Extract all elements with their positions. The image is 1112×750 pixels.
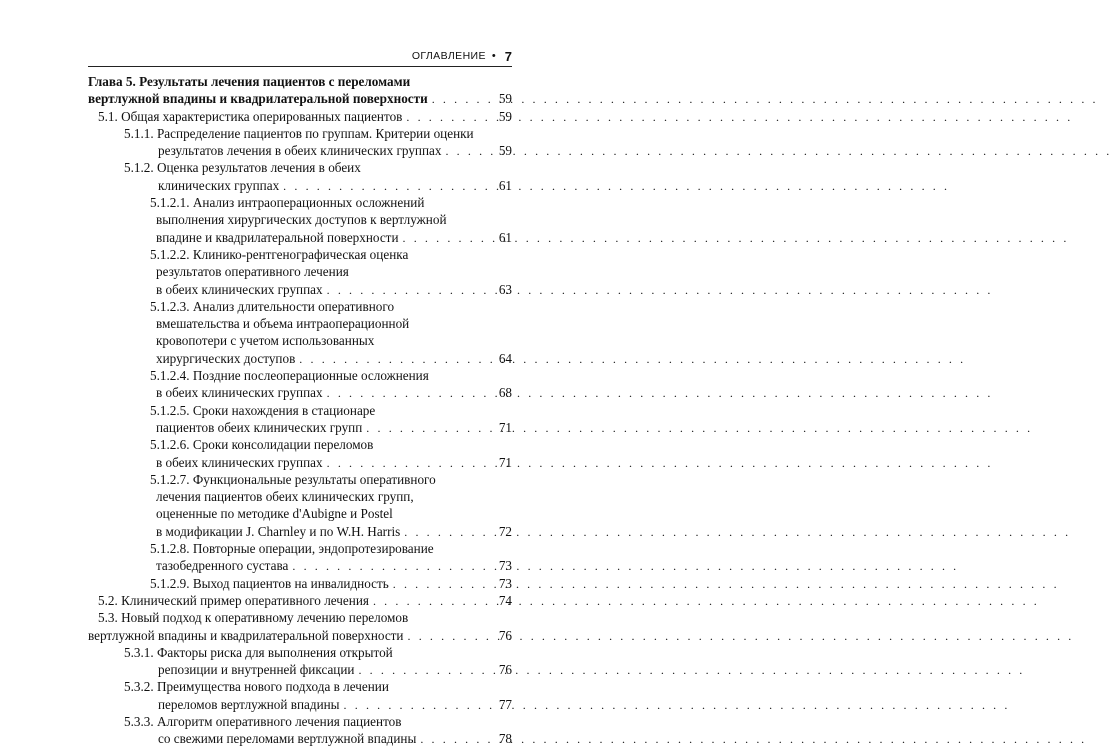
toc-entry-text: 5.1.2.6. Сроки консолидации переломов	[150, 437, 374, 453]
dot-leader	[358, 662, 493, 679]
toc-page-number: 74	[498, 592, 512, 608]
toc-entry-text: в обеих клинических группах	[156, 385, 323, 401]
dot-leader	[292, 558, 493, 575]
toc-entry-text: кровопотери с учетом использованных	[156, 333, 375, 349]
toc-entry[interactable]	[88, 108, 512, 125]
toc-page-number: 59	[498, 108, 512, 124]
toc-entry-text: 5.1.2.1. Анализ интраоперационных осложнений	[150, 195, 425, 211]
page-number: 7	[504, 48, 512, 64]
toc-entry-text: клинических группах	[158, 177, 280, 193]
toc-page-number: 64	[498, 350, 512, 366]
toc-entry[interactable]	[88, 609, 512, 644]
dot-leader	[432, 91, 493, 108]
toc-entry-text: результатов лечения в обеих клинических группах	[158, 143, 442, 159]
toc-entry-text: 5.3.3. Алгоритм оперативного лечения пациентов	[124, 713, 402, 729]
toc-page-number: 77	[498, 696, 512, 712]
toc-entry[interactable]	[88, 125, 512, 160]
toc-entry-text: 5.1.2.5. Сроки нахождения в стационаре	[150, 402, 376, 418]
toc-page-number: 72	[498, 523, 512, 539]
toc-entry-text: тазобедренного сустава	[156, 558, 289, 574]
table-of-contents	[88, 73, 512, 748]
dot-leader	[408, 628, 494, 645]
toc-page-number: 76	[498, 662, 512, 678]
toc-page-number: 71	[498, 419, 512, 435]
dot-leader	[327, 455, 493, 472]
toc-page-number: 61	[498, 229, 512, 245]
toc-entry-text: хирургических доступов	[156, 350, 296, 366]
toc-page-number: 63	[498, 281, 512, 297]
dot-leader	[327, 282, 493, 299]
toc-entry-text: 5.1. Общая характеристика оперированных пациентов	[98, 108, 403, 124]
toc-entry-text: 5.3.2. Преимущества нового подхода в лечении	[124, 679, 389, 695]
toc-entry-text: вертлужной впадины и квадрилатеральной поверхности	[88, 91, 428, 107]
toc-entry-text: выполнения хирургических доступов к вертлужной	[156, 212, 447, 228]
toc-entry[interactable]	[88, 644, 512, 679]
dot-leader	[393, 576, 493, 593]
dot-leader	[403, 230, 493, 247]
toc-entry-text: 5.1.1. Распределение пациентов по группам. Критерии оценки	[124, 125, 474, 141]
toc-entry[interactable]	[88, 436, 512, 471]
toc-entry-text: 5.1.2.4. Поздние послеоперационные осложнения	[150, 368, 429, 384]
dot-leader	[420, 731, 493, 748]
toc-entry[interactable]	[88, 73, 512, 108]
toc-entry[interactable]	[88, 540, 512, 575]
toc-entry-text: пациентов обеих клинических групп	[156, 419, 363, 435]
toc-entry[interactable]	[88, 592, 512, 609]
toc-entry-text: вмешательства и объема интраоперационной	[156, 316, 410, 332]
toc-entry[interactable]	[88, 298, 512, 367]
toc-entry-text: впадине и квадрилатеральной поверхности	[156, 229, 399, 245]
toc-entry-text: 5.1.2.7. Функциональные результаты оперативного	[150, 471, 436, 487]
toc-entry[interactable]	[88, 471, 512, 540]
toc-page-number: 68	[498, 385, 512, 401]
toc-entry-text: 5.1.2.9. Выход пациентов на инвалидность	[150, 575, 389, 591]
toc-entry-text: 5.3.1. Факторы риска для выполнения открытой	[124, 644, 393, 660]
toc-entry-text: 5.3. Новый подход к оперативному лечению переломов	[98, 610, 409, 626]
toc-entry-text: в обеих клинических группах	[156, 281, 323, 297]
toc-entry-text: репозиции и внутренней фиксации	[158, 662, 355, 678]
dot-leader	[406, 109, 493, 126]
toc-entry-text: результатов оперативного лечения	[156, 264, 349, 280]
running-header-title: ОГЛАВЛЕНИЕ	[411, 50, 486, 62]
dot-leader	[283, 178, 493, 195]
toc-entry[interactable]	[88, 402, 512, 437]
toc-entry-text: переломов вертлужной впадины	[158, 696, 340, 712]
dot-leader	[373, 593, 493, 610]
toc-entry-text: 5.2. Клинический пример оперативного лечения	[98, 592, 369, 608]
toc-entry-text: 5.1.2.2. Клинико-рентгенографическая оценка	[150, 246, 409, 262]
dot-leader	[445, 143, 493, 160]
dot-leader	[404, 524, 493, 541]
toc-entry-text: со свежими переломами вертлужной впадины	[158, 731, 417, 747]
toc-entry-text: в обеих клинических группах	[156, 454, 323, 470]
toc-page-number: 73	[498, 575, 512, 591]
toc-entry-text: в модификации J. Charnley и по W.H. Harris	[156, 523, 401, 539]
toc-entry[interactable]	[88, 367, 512, 402]
toc-page-number: 71	[498, 454, 512, 470]
toc-page-number: 76	[498, 627, 512, 643]
toc-entry-text: лечения пациентов обеих клинических групп,	[156, 489, 414, 505]
toc-page-number: 73	[498, 558, 512, 574]
toc-entry[interactable]	[88, 194, 512, 246]
toc-entry-text: Глава 5. Результаты лечения пациентов с переломами	[88, 74, 411, 89]
toc-entry[interactable]	[88, 713, 512, 748]
dot-leader	[299, 351, 493, 368]
dot-leader	[327, 385, 493, 402]
toc-entry-text: 5.1.2.3. Анализ длительности оперативного	[150, 298, 395, 314]
toc-entry[interactable]	[88, 159, 512, 194]
toc-page-number: 78	[498, 731, 512, 747]
toc-entry-text: оцененные по методике d'Aubigne и Postel	[156, 506, 393, 522]
bullet-icon: •	[491, 50, 496, 62]
dot-leader	[366, 420, 493, 437]
dot-leader	[344, 697, 493, 714]
toc-entry[interactable]	[88, 575, 512, 592]
toc-entry-text: вертлужной впадины и квадрилатеральной поверхности	[88, 627, 404, 643]
toc-page-number: 59	[498, 91, 512, 107]
running-header	[88, 46, 512, 67]
toc-entry[interactable]	[88, 246, 512, 298]
toc-page-number: 59	[498, 143, 512, 159]
toc-entry-text: 5.1.2. Оценка результатов лечения в обеих	[124, 160, 361, 176]
toc-page-number: 61	[498, 177, 512, 193]
toc-entry[interactable]	[88, 678, 512, 713]
toc-entry-text: 5.1.2.8. Повторные операции, эндопротезирование	[150, 541, 434, 557]
